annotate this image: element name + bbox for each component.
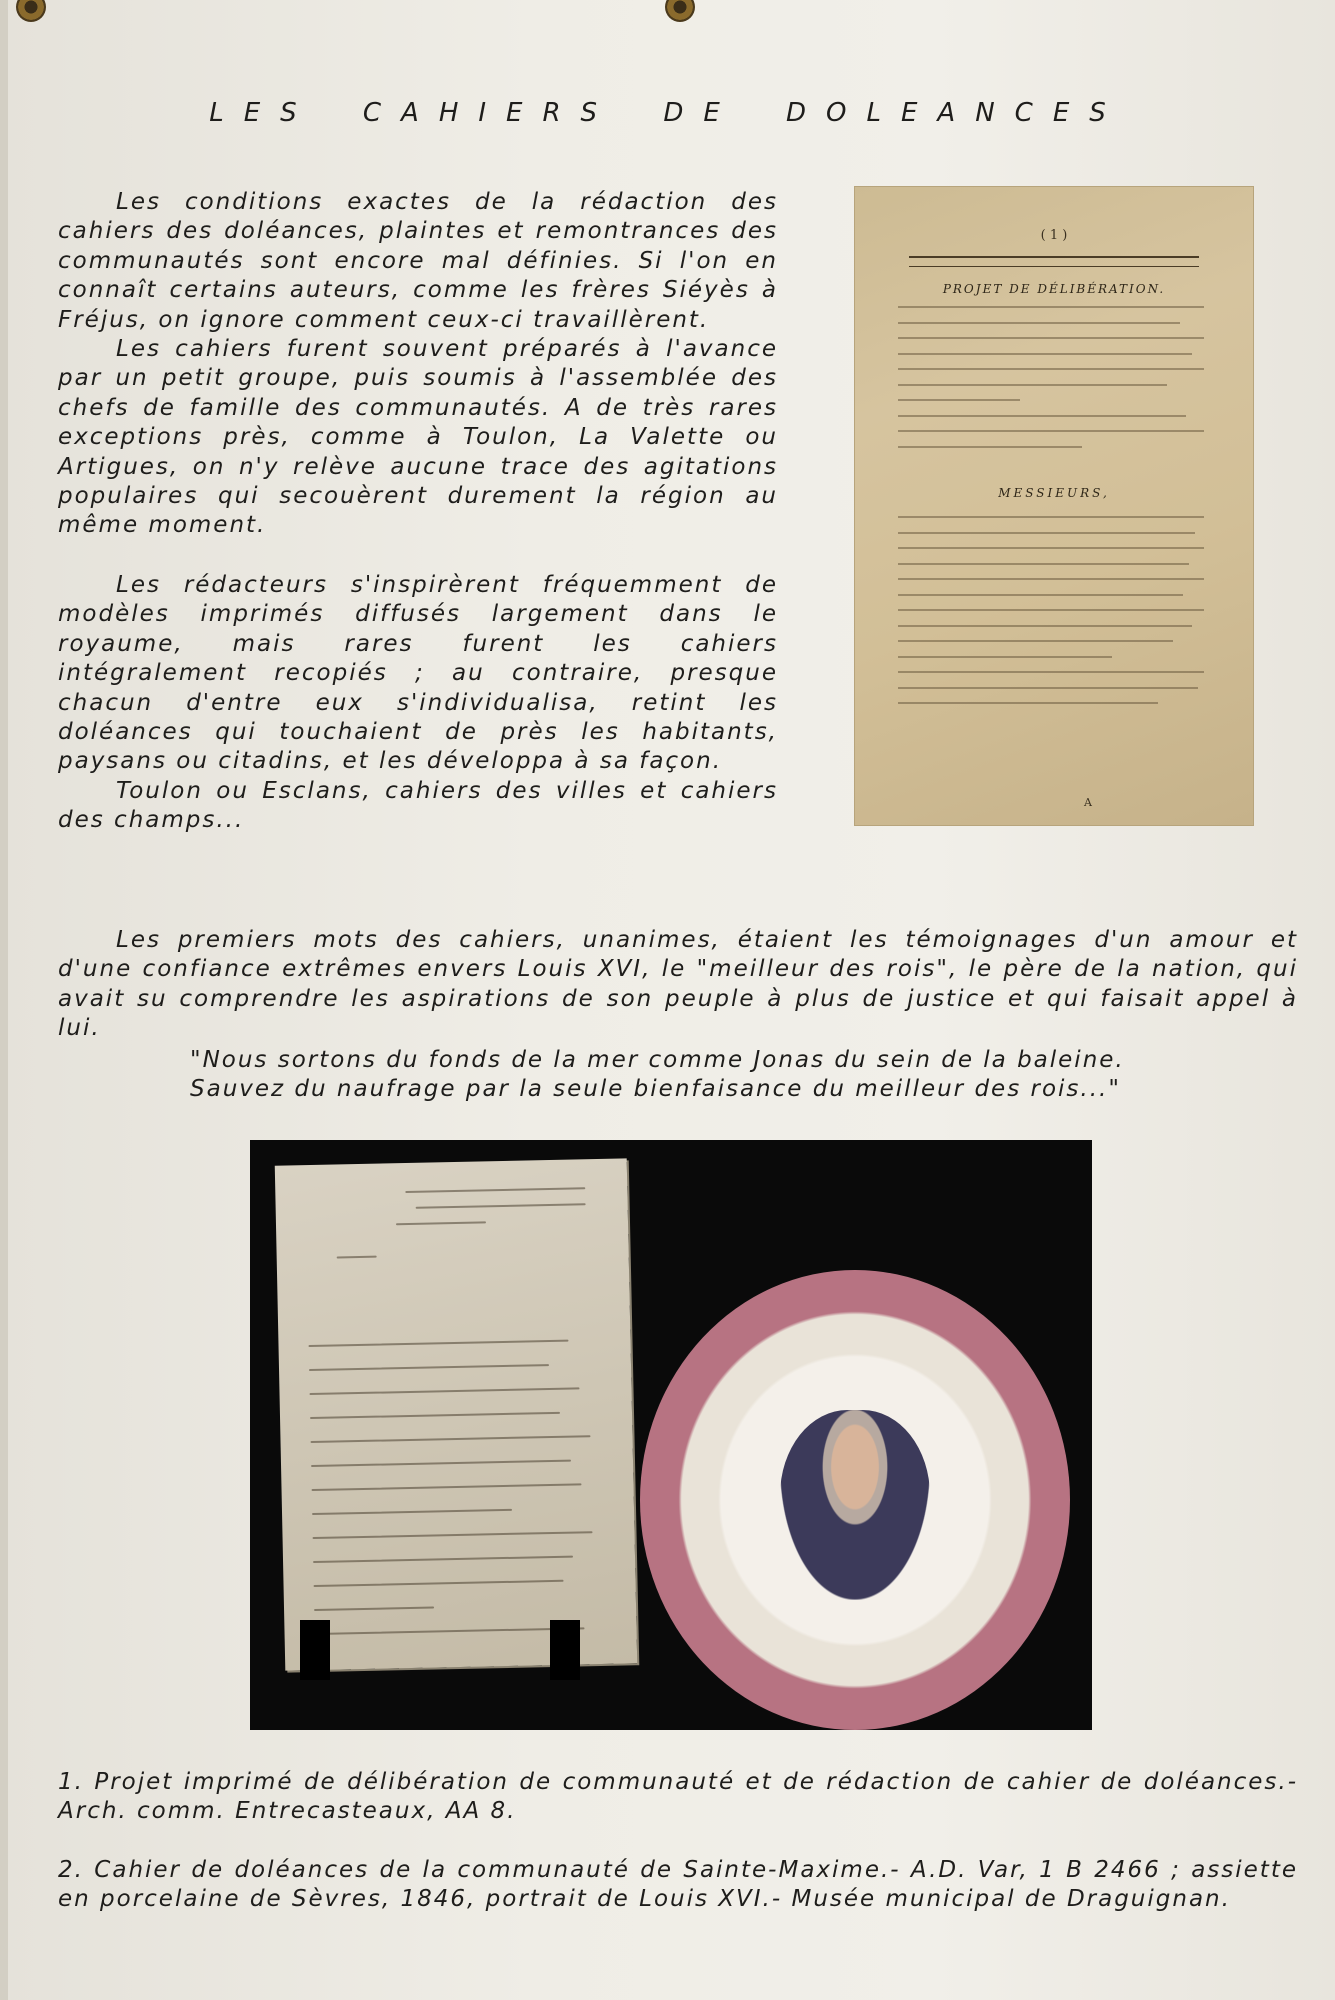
- page-title: LES CAHIERS DE DOLEANCES: [209, 98, 1126, 128]
- middle-paragraph: Les premiers mots des cahiers, unanimes, étaient les témoignages d'un amour et d'une confiance extrêmes envers Louis XVI, le "meilleur des rois", le père de la nation, qui avait su comprendre les aspirations de son peuple à plus de justice et qui faisait appel à lui.: [58, 927, 1298, 1042]
- quote-line-1: "Nous sortons du fonds de la mer comme Jonas du sein de la baleine.: [190, 1047, 1125, 1073]
- quote-block: [190, 1046, 1290, 1104]
- quote-line-2: Sauvez du naufrage par la seule bienfaisance du meilleur des rois...": [190, 1076, 1121, 1102]
- intro-paragraph-4: Toulon ou Esclans, cahiers des villes et cahiers des champs...: [58, 777, 778, 834]
- panel-edge: [0, 0, 8, 2000]
- intro-paragraph-2: Les cahiers furent souvent préparés à l'avance par un petit groupe, puis soumis à l'assemblée des chefs de famille des communautés. A de très rares exceptions près, comme à Toulon, La Valette ou Artigues, on n'y relève aucune trace des agitations populaires qui secouèrent durement la région au même moment.: [58, 336, 778, 539]
- intro-paragraph-1: Les conditions exactes de la rédaction des cahiers des doléances, plaintes et remontrances des communautés sont encore mal définies. Si l'on en connaît certains auteurs, comme les frères Siéyès à Fréjus, on ignore comment ceux-ci travaillèrent.: [58, 189, 778, 333]
- printed-deliberation-document: [854, 186, 1254, 826]
- display-stand: [550, 1620, 580, 1680]
- louis-xvi-portrait: [780, 1410, 930, 1600]
- document-salutation: MESSIEURS,: [998, 486, 1110, 500]
- caption-1: [58, 1768, 1298, 1827]
- document-text-block-2: [898, 516, 1204, 826]
- photo-manuscript-and-plate: [250, 1140, 1092, 1730]
- manuscript-page: [275, 1158, 637, 1670]
- middle-text: [58, 926, 1298, 1044]
- intro-paragraph-3: Les rédacteurs s'inspirèrent fréquemment de modèles imprimés diffusés largement dans le royaume, mais rares furent les cahiers intégralement recopiés ; au contraire, presque chacun d'entre eux s'individualisa, retint les doléances qui touchaient de près les habitants, paysans ou citadins, et les développa à sa façon.: [58, 571, 778, 775]
- document-page-number: ( 1 ): [1040, 228, 1068, 243]
- caption-1-text: 1. Projet imprimé de délibération de communauté et de rédaction de cahier de doléances.- Arch. comm. Entrecasteaux, AA 8.: [58, 1769, 1298, 1825]
- document-signature-mark: A: [1084, 796, 1092, 809]
- intro-text: [58, 188, 778, 836]
- caption-2-text: 2. Cahier de doléances de la communauté de Sainte-Maxime.- A.D. Var, 1 B 2466 ; assiette en porcelaine de Sèvres, 1846, portrait de Louis XVI.- Musée municipal de Draguignan.: [58, 1857, 1298, 1913]
- display-stand: [300, 1620, 330, 1680]
- document-ornament: [909, 256, 1199, 267]
- caption-2: [58, 1856, 1298, 1915]
- document-heading: PROJET DE DÉLIBÉRATION.: [942, 282, 1166, 296]
